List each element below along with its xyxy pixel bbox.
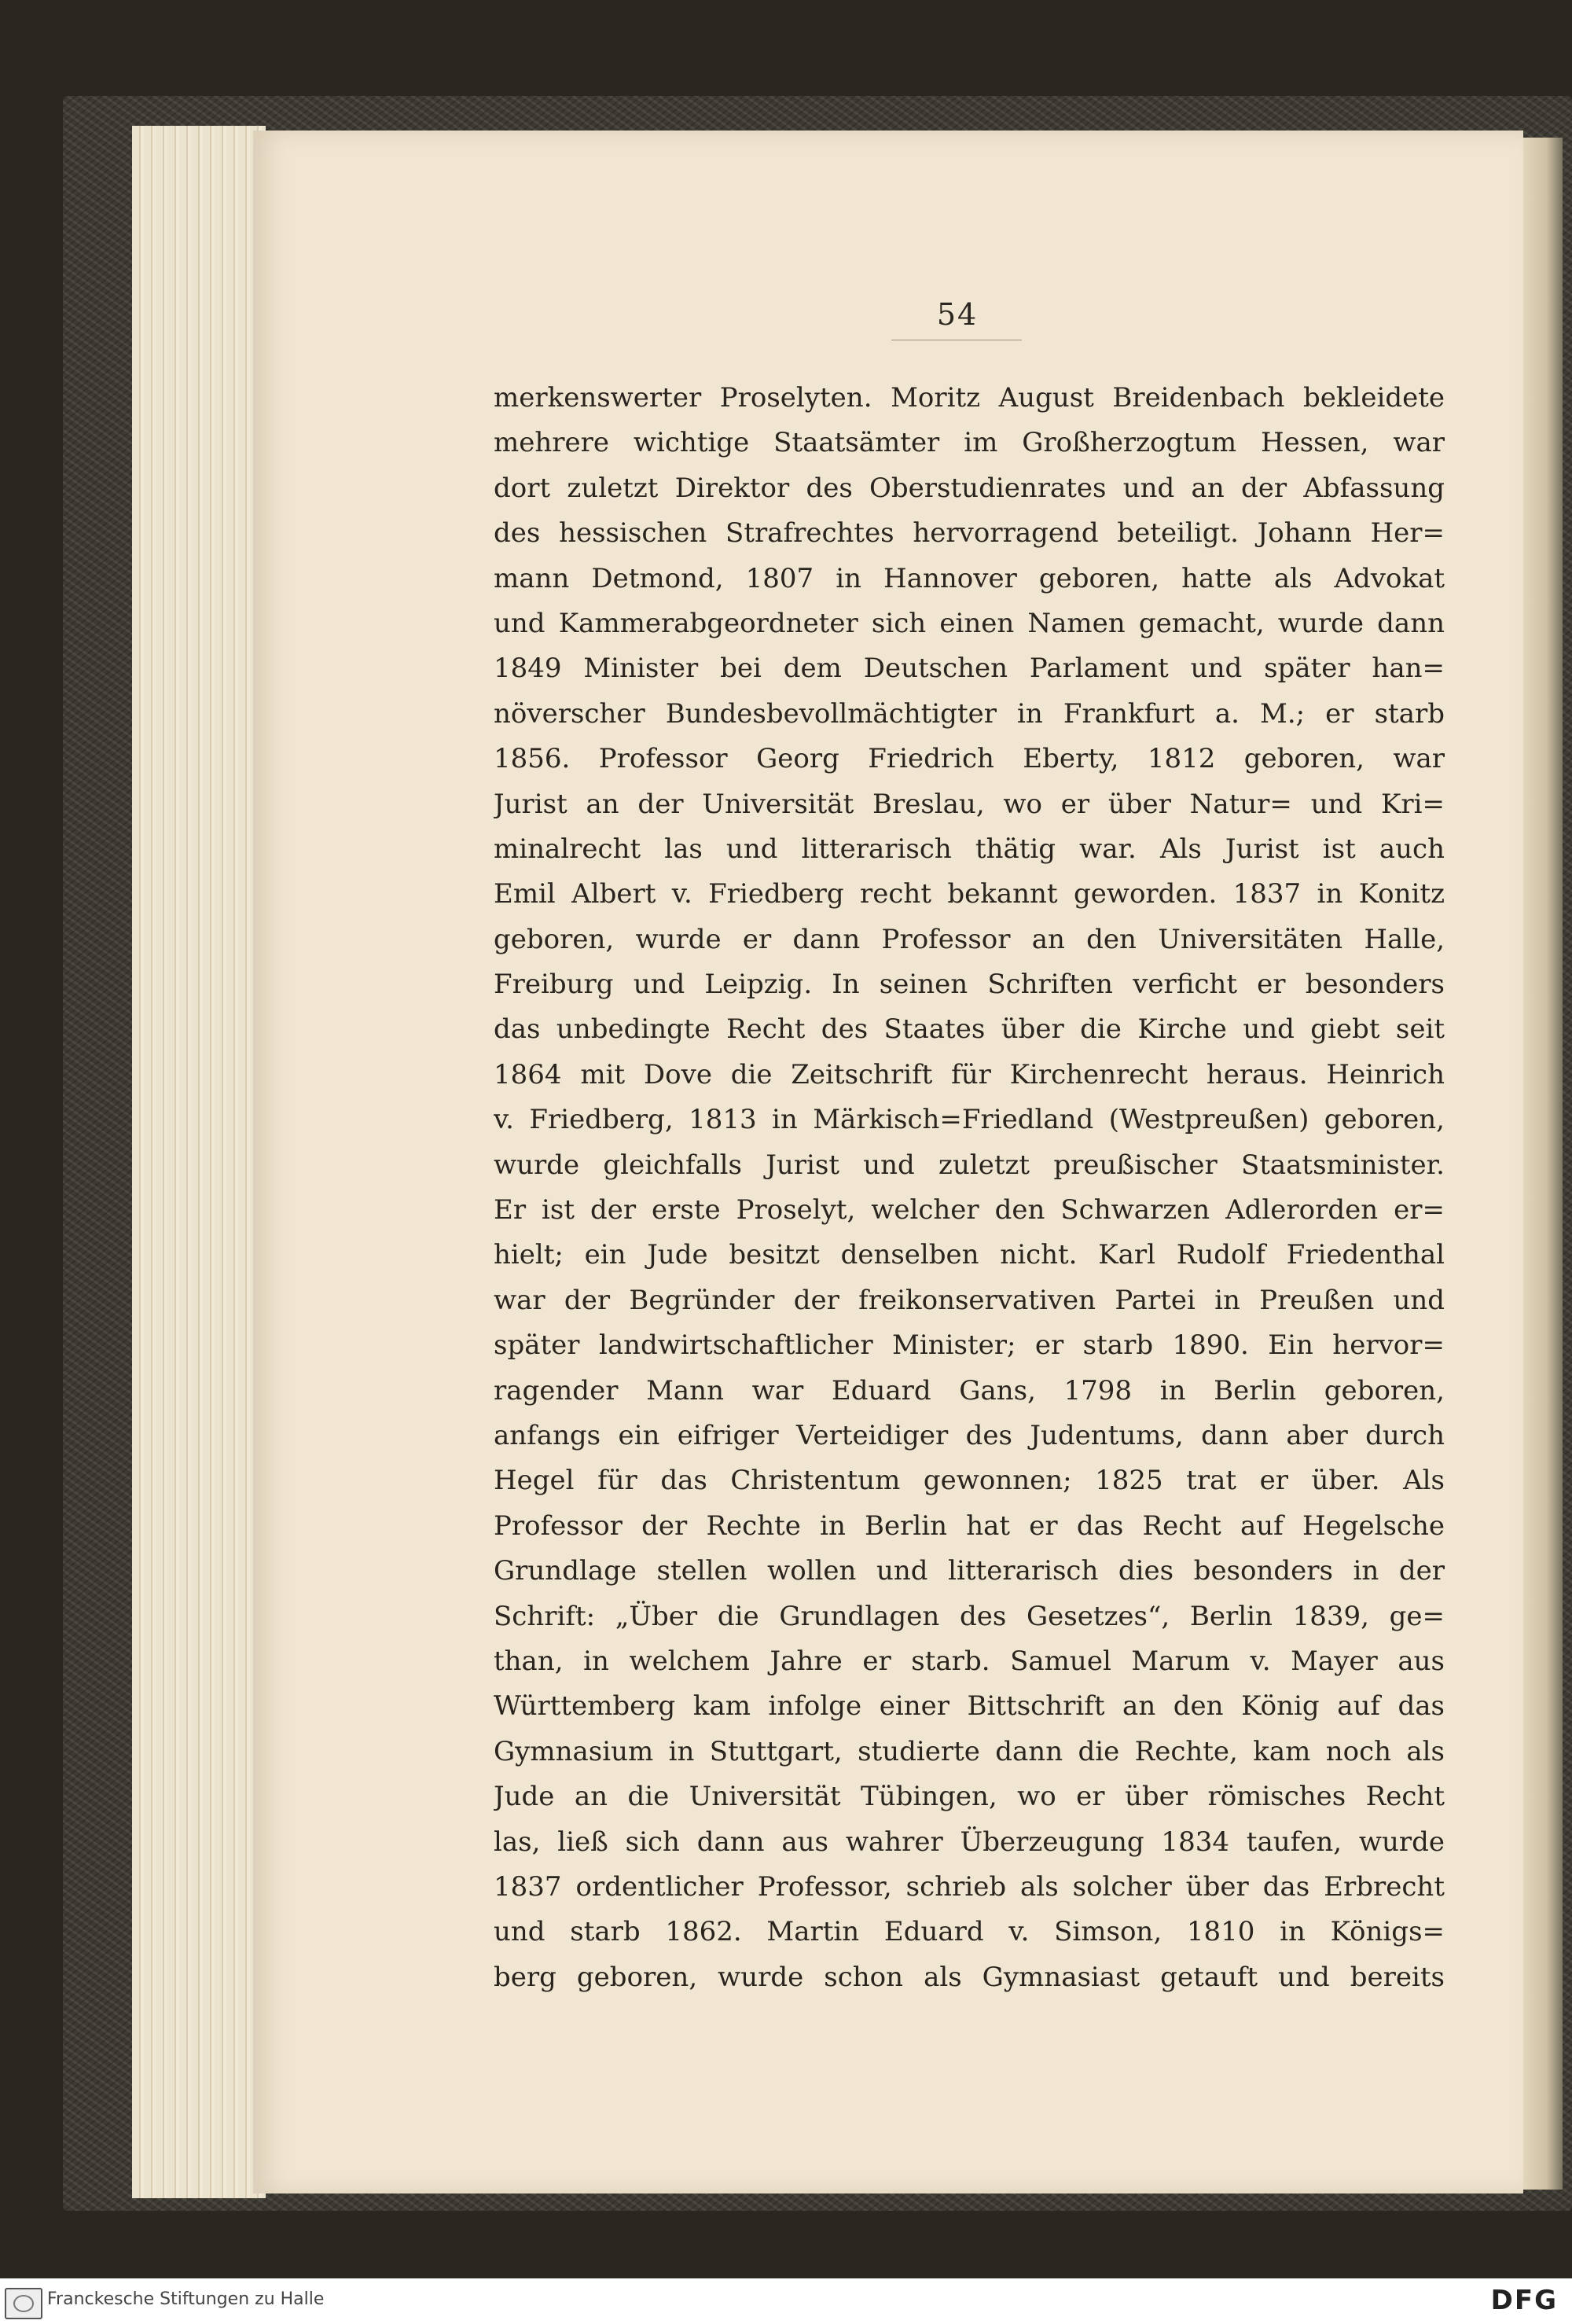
text-line: növerscher Bundesbevollmächtigter in Frankfurt a. M.; er starb xyxy=(494,697,1445,730)
text-line: Gymnasium in Stuttgart, studierte dann die Rechte, kam noch als xyxy=(494,1735,1445,1767)
text-line: 1864 mit Dove die Zeitschrift für Kirchenrecht heraus. Heinrich xyxy=(494,1058,1445,1090)
text-line: Grundlage stellen wollen und litterarisch dies besonders in der xyxy=(494,1555,1445,1587)
text-line: anfangs ein eifriger Verteidiger des Judentums, dann aber durch xyxy=(494,1419,1445,1451)
text-line: ragender Mann war Eduard Gans, 1798 in Berlin geboren, xyxy=(494,1374,1445,1407)
text-line: des hessischen Strafrechtes hervorragend beteiligt. Johann Her= xyxy=(494,517,1445,550)
text-line: Schrift: „Über die Grundlagen des Gesetzes“, Berlin 1839, ge= xyxy=(494,1600,1445,1632)
text-line: Jude an die Universität Tübingen, wo er über römisches Recht xyxy=(494,1781,1445,1813)
text-line: than, in welchem Jahre er starb. Samuel Marum v. Mayer aus xyxy=(494,1645,1445,1677)
institution-logo-icon xyxy=(5,2288,42,2319)
text-line: Freiburg und Leipzig. In seinen Schriften verficht er besonders xyxy=(494,969,1445,1001)
page-number: 54 xyxy=(936,297,979,332)
text-line: Professor der Rechte in Berlin hat er das Recht auf Hegelsche xyxy=(494,1509,1445,1542)
page-edges xyxy=(132,126,266,2198)
text-line: später landwirtschaftlicher Minister; er starb 1890. Ein hervor= xyxy=(494,1329,1445,1362)
text-line: geboren, wurde er dann Professor an den Universitäten Halle, xyxy=(494,923,1445,955)
text-line: das unbedingte Recht des Staates über die Kirche und giebt seit xyxy=(494,1013,1445,1046)
footer-institution-label: Franckesche Stiftungen zu Halle xyxy=(47,2289,325,2309)
text-line: las, ließ sich dann aus wahrer Überzeugung 1834 taufen, wurde xyxy=(494,1826,1445,1858)
text-line: Württemberg kam infolge einer Bittschrift an den König auf das xyxy=(494,1690,1445,1723)
text-line: Hegel für das Christentum gewonnen; 1825 trat er über. Als xyxy=(494,1465,1445,1497)
footer-bar xyxy=(0,2278,1572,2324)
text-line: v. Friedberg, 1813 in Märkisch=Friedland (Westpreußen) geboren, xyxy=(494,1104,1445,1136)
dfg-logo: DFG xyxy=(1490,2285,1558,2316)
page-gutter-edge xyxy=(1523,138,1563,2190)
text-line: mehrere wichtige Staatsämter im Großherzogtum Hessen, war xyxy=(494,427,1445,459)
text-line: und Kammerabgeordneter sich einen Namen gemacht, wurde dann xyxy=(494,607,1445,639)
text-line: minalrecht las und litterarisch thätig war. Als Jurist ist auch xyxy=(494,833,1445,865)
text-line: dort zuletzt Direktor des Oberstudienrates und an der Abfassung xyxy=(494,472,1445,504)
text-line: und starb 1862. Martin Eduard v. Simson, 1810 in Königs= xyxy=(494,1916,1445,1948)
text-line: 1849 Minister bei dem Deutschen Parlament und später han= xyxy=(494,653,1445,685)
text-line: 1856. Professor Georg Friedrich Eberty, 1812 geboren, war xyxy=(494,743,1445,775)
text-line: war der Begründer der freikonservativen Partei in Preußen und xyxy=(494,1284,1445,1316)
text-line: hielt; ein Jude besitzt denselben nicht. Karl Rudolf Friedenthal xyxy=(494,1239,1445,1271)
text-line: merkenswerter Proselyten. Moritz August Breidenbach bekleidete xyxy=(494,382,1445,414)
text-line: Emil Albert v. Friedberg recht bekannt geworden. 1837 in Konitz xyxy=(494,878,1445,910)
text-line: berg geboren, wurde schon als Gymnasiast getauft und bereits xyxy=(494,1961,1445,1993)
text-line: Er ist der erste Proselyt, welcher den Schwarzen Adlerorden er= xyxy=(494,1194,1445,1226)
text-line: wurde gleichfalls Jurist und zuletzt preußischer Staatsminister. xyxy=(494,1149,1445,1181)
text-line: mann Detmond, 1807 in Hannover geboren, hatte als Advokat xyxy=(494,562,1445,594)
body-text xyxy=(494,376,1445,2000)
text-line: Jurist an der Universität Breslau, wo er über Natur= und Kri= xyxy=(494,788,1445,820)
text-line: 1837 ordentlicher Professor, schrieb als solcher über das Erbrecht xyxy=(494,1870,1445,1903)
